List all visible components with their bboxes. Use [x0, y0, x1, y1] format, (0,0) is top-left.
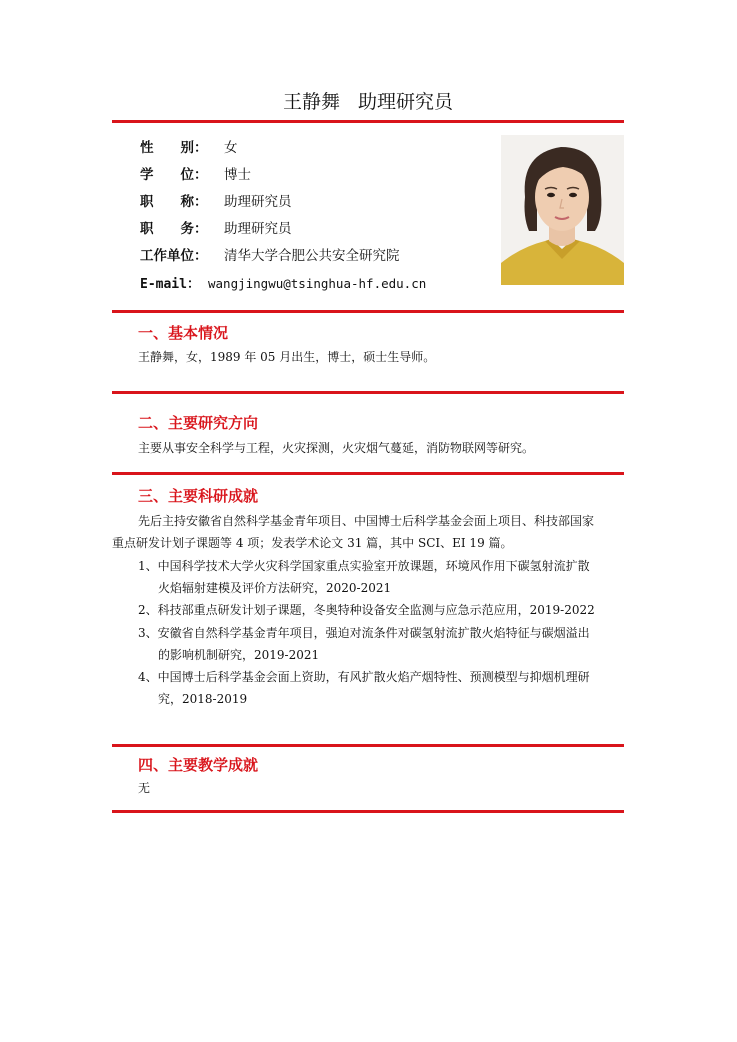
unit-value: 清华大学合肥公共安全研究院 — [224, 248, 400, 264]
info-duty — [140, 219, 292, 239]
duty-label: 职 务： — [140, 221, 208, 237]
section-teaching-heading: 四、主要教学成就 — [138, 756, 259, 774]
email-label: E-mail： — [140, 277, 200, 292]
list-item — [138, 666, 590, 710]
achievement-1-line2: 火焰辐射建模及评价方法研究，2020-2021 — [158, 581, 392, 595]
achievement-3-line1: 3、安徽省自然科学基金青年项目，强迫对流条件对碳氢射流扩散火焰特征与碳烟溢出 — [138, 626, 590, 640]
info-degree — [140, 165, 251, 185]
section-research-heading: 二、主要研究方向 — [138, 414, 259, 432]
achievement-1-line1: 1、中国科学技术大学火灾科学国家重点实验室开放课题，环境风作用下碳氢射流扩散 — [138, 559, 590, 573]
section-research-text: 主要从事安全科学与工程，火灾探测，火灾烟气蔓延，消防物联网等研究。 — [138, 441, 535, 455]
divider-research — [112, 391, 624, 394]
info-unit — [140, 246, 400, 266]
list-item — [138, 622, 590, 666]
divider-basic — [112, 310, 624, 313]
title-label: 职 称： — [140, 194, 208, 210]
email-value[interactable]: wangjingwu@tsinghua-hf.edu.cn — [208, 276, 427, 291]
list-item — [138, 599, 595, 621]
achievement-4-line2: 究，2018-2019 — [158, 692, 248, 706]
portrait-illustration — [501, 135, 624, 285]
portrait-photo — [501, 135, 624, 285]
divider-top — [112, 120, 624, 123]
degree-value: 博士 — [224, 167, 251, 183]
achievement-3-line2: 的影响机制研究，2019-2021 — [158, 648, 320, 662]
info-email — [140, 274, 426, 295]
achievement-2-line1: 2、科技部重点研发计划子课题，冬奥特种设备安全监测与应急示范应用，2019-2022 — [138, 603, 595, 617]
page-title — [112, 89, 624, 115]
gender-label: 性 别： — [140, 140, 208, 156]
section-achievements-heading: 三、主要科研成就 — [138, 487, 259, 505]
list-item — [138, 555, 590, 599]
degree-label: 学 位： — [140, 167, 208, 183]
gender-value: 女 — [224, 140, 238, 156]
section-basic-heading: 一、基本情况 — [138, 324, 229, 342]
achievements-intro-line1: 先后主持安徽省自然科学基金青年项目、中国博士后科学基金会面上项目、科技部国家 — [138, 514, 595, 528]
title-value: 助理研究员 — [224, 194, 292, 210]
section-basic-text: 王静舞，女，1989 年 05 月出生，博士，硕士生导师。 — [138, 350, 436, 364]
info-gender — [140, 138, 238, 158]
divider-bottom — [112, 810, 624, 813]
info-title — [140, 192, 292, 212]
duty-value: 助理研究员 — [224, 221, 292, 237]
achievements-intro-line2: 重点研发计划子课题等 4 项；发表学术论文 31 篇，其中 SCI、EI 19 篇。 — [112, 536, 513, 550]
section-teaching-text: 无 — [138, 781, 151, 795]
unit-label: 工作单位： — [140, 248, 208, 264]
achievement-4-line1: 4、中国博士后科学基金会面上资助，有风扩散火焰产烟特性、预测模型与抑烟机理研 — [138, 670, 590, 684]
divider-achievements — [112, 472, 624, 475]
divider-teaching — [112, 744, 624, 747]
person-position: 助理研究员 — [358, 91, 454, 113]
person-name: 王静舞 — [282, 91, 340, 113]
